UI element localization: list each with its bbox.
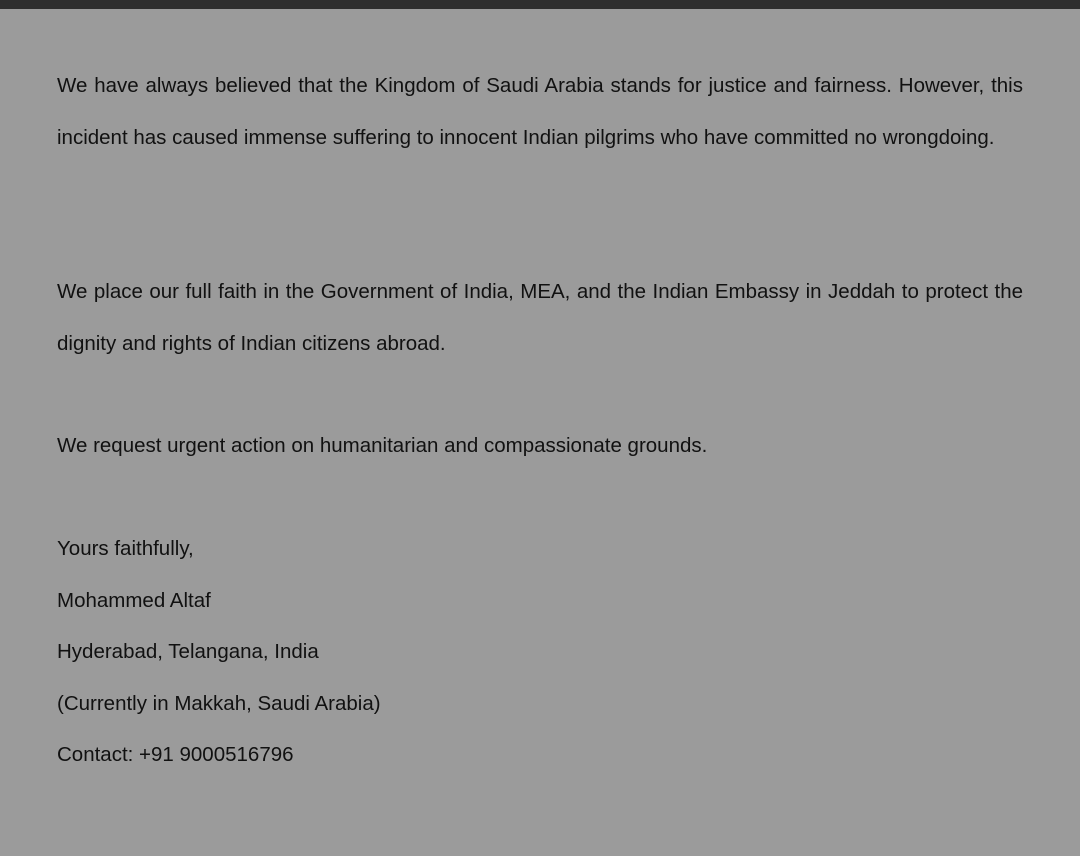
signatory-location: Hyderabad, Telangana, India (57, 640, 319, 663)
signatory-name: Mohammed Altaf (57, 588, 211, 612)
paragraph-justice: We have always believed that the Kingdom of Saudi Arabia stands for justice and fairness. However, this incident has caused immense suffering to innocent Indian pilgrims who have committed no wrongdoing. (57, 74, 1023, 149)
paragraph-faith: We place our full faith in the Government of India, MEA, and the Indian Embassy in Jeddah to protect the dignity and rights of Indian citizens abroad. (57, 280, 1023, 355)
signature-block (57, 523, 1023, 781)
signatory-current-location: (Currently in Makkah, Saudi Arabia) (57, 691, 381, 715)
signatory-contact: Contact: +91 9000516796 (57, 743, 294, 766)
closing-line: Yours faithfully, (57, 537, 194, 560)
top-bar (0, 0, 1080, 9)
paragraph-request: We request urgent action on humanitarian and compassionate grounds. (57, 434, 708, 457)
